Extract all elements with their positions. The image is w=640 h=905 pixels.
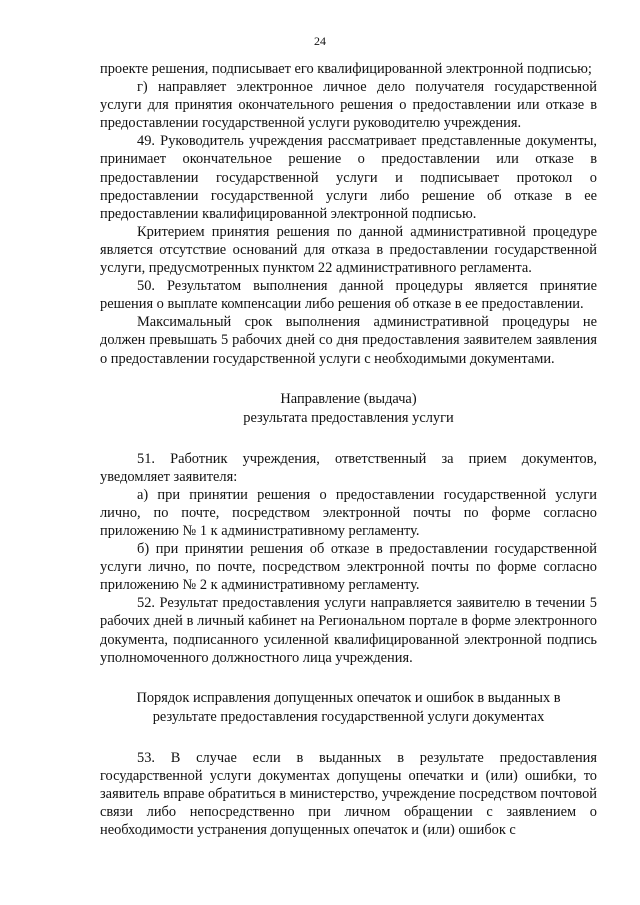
paragraph: б) при принятии решения об отказе в предоставлении государственной услуги лично, по почте, посредством электронной почты по форме согласно приложению № 2 к административному регламенту. bbox=[100, 541, 597, 594]
paragraph: 50. Результатом выполнения данной процедуры является принятие решения о выплате компенсации либо решения об отказе в ее предоставлении. bbox=[100, 278, 597, 313]
paragraph: г) направляет электронное личное дело получателя государственной услуги для принятия окончательного решения о предоставлении или отказе в предоставлении государственной услуги руководителю учреждения. bbox=[100, 79, 597, 132]
paragraph: 52. Результат предоставления услуги направляется заявителю в течении 5 рабочих дней в личный кабинет на Региональном портале в форме электронного документа, подписанного усиленной квалифицированной электронной подпись уполномоченного должностного лица учреждения. bbox=[100, 595, 597, 666]
section-heading bbox=[100, 390, 597, 428]
document-body bbox=[100, 60, 597, 839]
section-heading-line: Направление (выдача) bbox=[280, 390, 417, 407]
section-heading-line: результате предоставления государственной услуги документах bbox=[152, 708, 545, 725]
paragraph: Максимальный срок выполнения административной процедуры не должен превышать 5 рабочих дней со дня предоставления заявителем заявления о предоставлении государственной услуги с необходимыми документами. bbox=[100, 314, 597, 367]
section-heading-line: результата предоставления услуги bbox=[243, 409, 454, 426]
section-heading bbox=[100, 689, 597, 727]
section-heading-line: Порядок исправления допущенных опечаток и ошибок в выданных в bbox=[136, 689, 561, 706]
paragraph: а) при принятии решения о предоставлении государственной услуги лично, по почте, посредством электронной почты по форме согласно приложению № 1 к административному регламенту. bbox=[100, 486, 597, 539]
paragraph: 51. Работник учреждения, ответственный за прием документов, уведомляет заявителя: bbox=[100, 450, 597, 485]
page-number: 24 bbox=[314, 34, 326, 48]
paragraph: 53. В случае если в выданных в результате предоставления государственной услуги документах допущены опечатки и (или) ошибки, то заявитель вправе обратиться в министерство, учреждение посредством почтовой связи либо непосредственно при личном обращении с заявлением о необходимости устранения допущенных опечаток и (или) ошибок с bbox=[100, 749, 597, 839]
paragraph: Критерием принятия решения по данной административной процедуре является отсутствие оснований для отказа в предоставлении государственной услуги, предусмотренных пунктом 22 административного регламента. bbox=[100, 223, 597, 277]
paragraph: проекте решения, подписывает его квалифицированной электронной подписью; bbox=[100, 61, 592, 77]
paragraph: 49. Руководитель учреждения рассматривает представленные документы, принимает окончательное решение о предоставлении или отказе в предоставлении государственной услуги и подписывает протокол о предоставлении государственной услуги либо решение об отказе в ее предоставлении квалифицированной электронной подписью. bbox=[100, 133, 597, 222]
